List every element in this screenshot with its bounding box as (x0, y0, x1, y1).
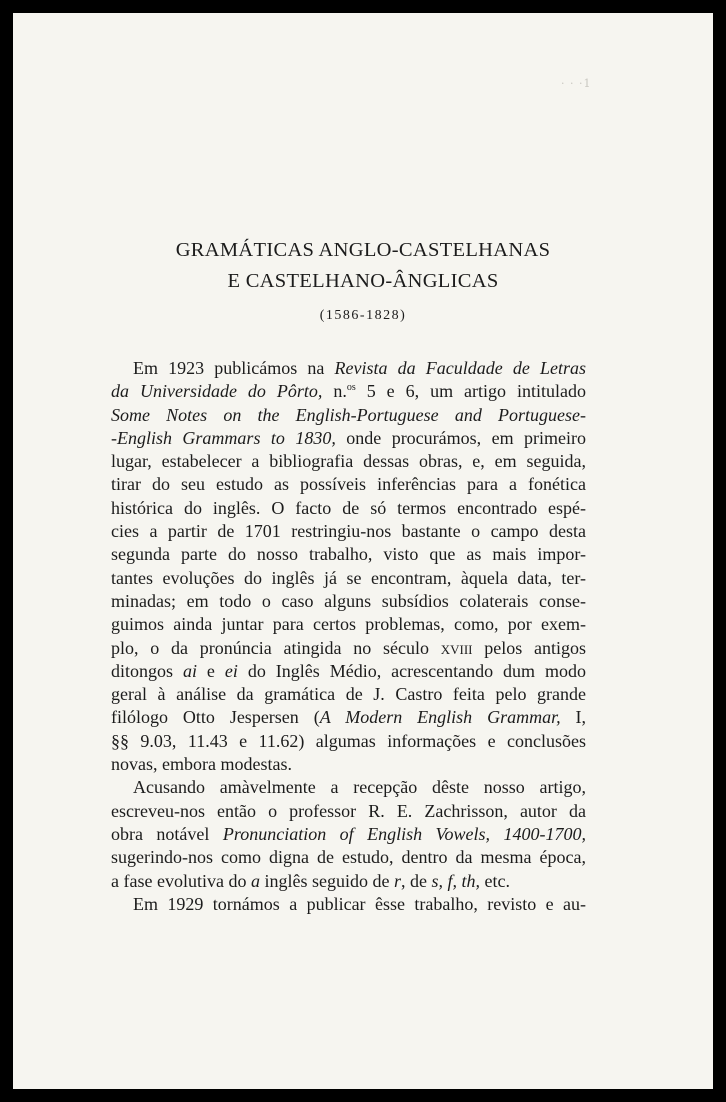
paragraph-1 (111, 357, 586, 776)
text-line: tantes evoluções do inglês já se encontram, àquela data, ter- (111, 567, 586, 588)
paragraph-3 (111, 893, 586, 916)
chapter-heading (13, 235, 713, 324)
text-line: segunda parte do nosso trabalho, visto que as mais impor- (111, 544, 586, 565)
page-corner-mark: · · ·1 (561, 77, 592, 90)
text-line: geral à análise da gramática de J. Castro feita pelo grande (111, 684, 586, 705)
text-line: a fase evolutiva do a inglês seguido de r, de s, f, th, etc. (111, 870, 510, 891)
text-line: Em 1923 publicámos na Revista da Faculdade de Letras (133, 358, 586, 378)
text-line: Em 1929 tornámos a publicar êsse trabalho, revisto e au- (133, 893, 586, 914)
text-line: filólogo Otto Jespersen (A Modern English Grammar, I, (111, 707, 587, 728)
text-line: da Universidade do Pôrto, n.$^{os}$ 5 e 6, um artigo intitulado (111, 381, 586, 402)
text-line: plo, o da pronúncia atingida no século xviii pelos antigos (111, 637, 586, 658)
text-line: Acusando amàvelmente a recepção dêste nosso artigo, (133, 777, 586, 798)
date-range: (1586-1828) (319, 308, 407, 323)
text-line: novas, embora modestas. (111, 754, 292, 775)
text-line: minadas; em todo o caso alguns subsídios colaterais conse- (111, 590, 586, 611)
title-line-2: E CASTELHANO-ÂNGLICAS (227, 270, 499, 292)
title-line-1: GRAMÁTICAS ANGLO-CASTELHANAS (175, 239, 551, 261)
text-line: tirar do seu estudo as possíveis inferências para a fonética (111, 474, 586, 495)
text-line: lugar, estabelecer a bibliografia dessas obras, e, em seguida, (111, 451, 586, 472)
text-line: histórica do inglês. O facto de só termos encontrado espé- (111, 497, 586, 518)
text-line: ditongos ai e ei do Inglês Médio, acrescentando dum modo (111, 660, 586, 681)
text-line: guimos ainda juntar para certos problemas, como, por exem- (111, 614, 586, 635)
text-line: cies a partir de 1701 restringiu-nos bastante o campo desta (111, 521, 586, 542)
paragraph-2 (111, 776, 586, 892)
text-line: obra notável Pronunciation of English Vowels, 1400-1700, (111, 823, 586, 844)
text-line: -English Grammars to 1830, onde procurámos, em primeiro (111, 427, 587, 448)
text-line: §§ 9.03, 11.43 e 11.62) algumas informações e conclusões (111, 730, 586, 751)
book-page (13, 13, 713, 1089)
body-text (111, 357, 586, 916)
text-line: sugerindo-nos como digna de estudo, dentro da mesma época, (111, 847, 586, 868)
text-line: Some Notes on the English-Portuguese and Portuguese- (111, 404, 586, 425)
text-line: escreveu-nos então o professor R. E. Zachrisson, autor da (111, 800, 586, 821)
